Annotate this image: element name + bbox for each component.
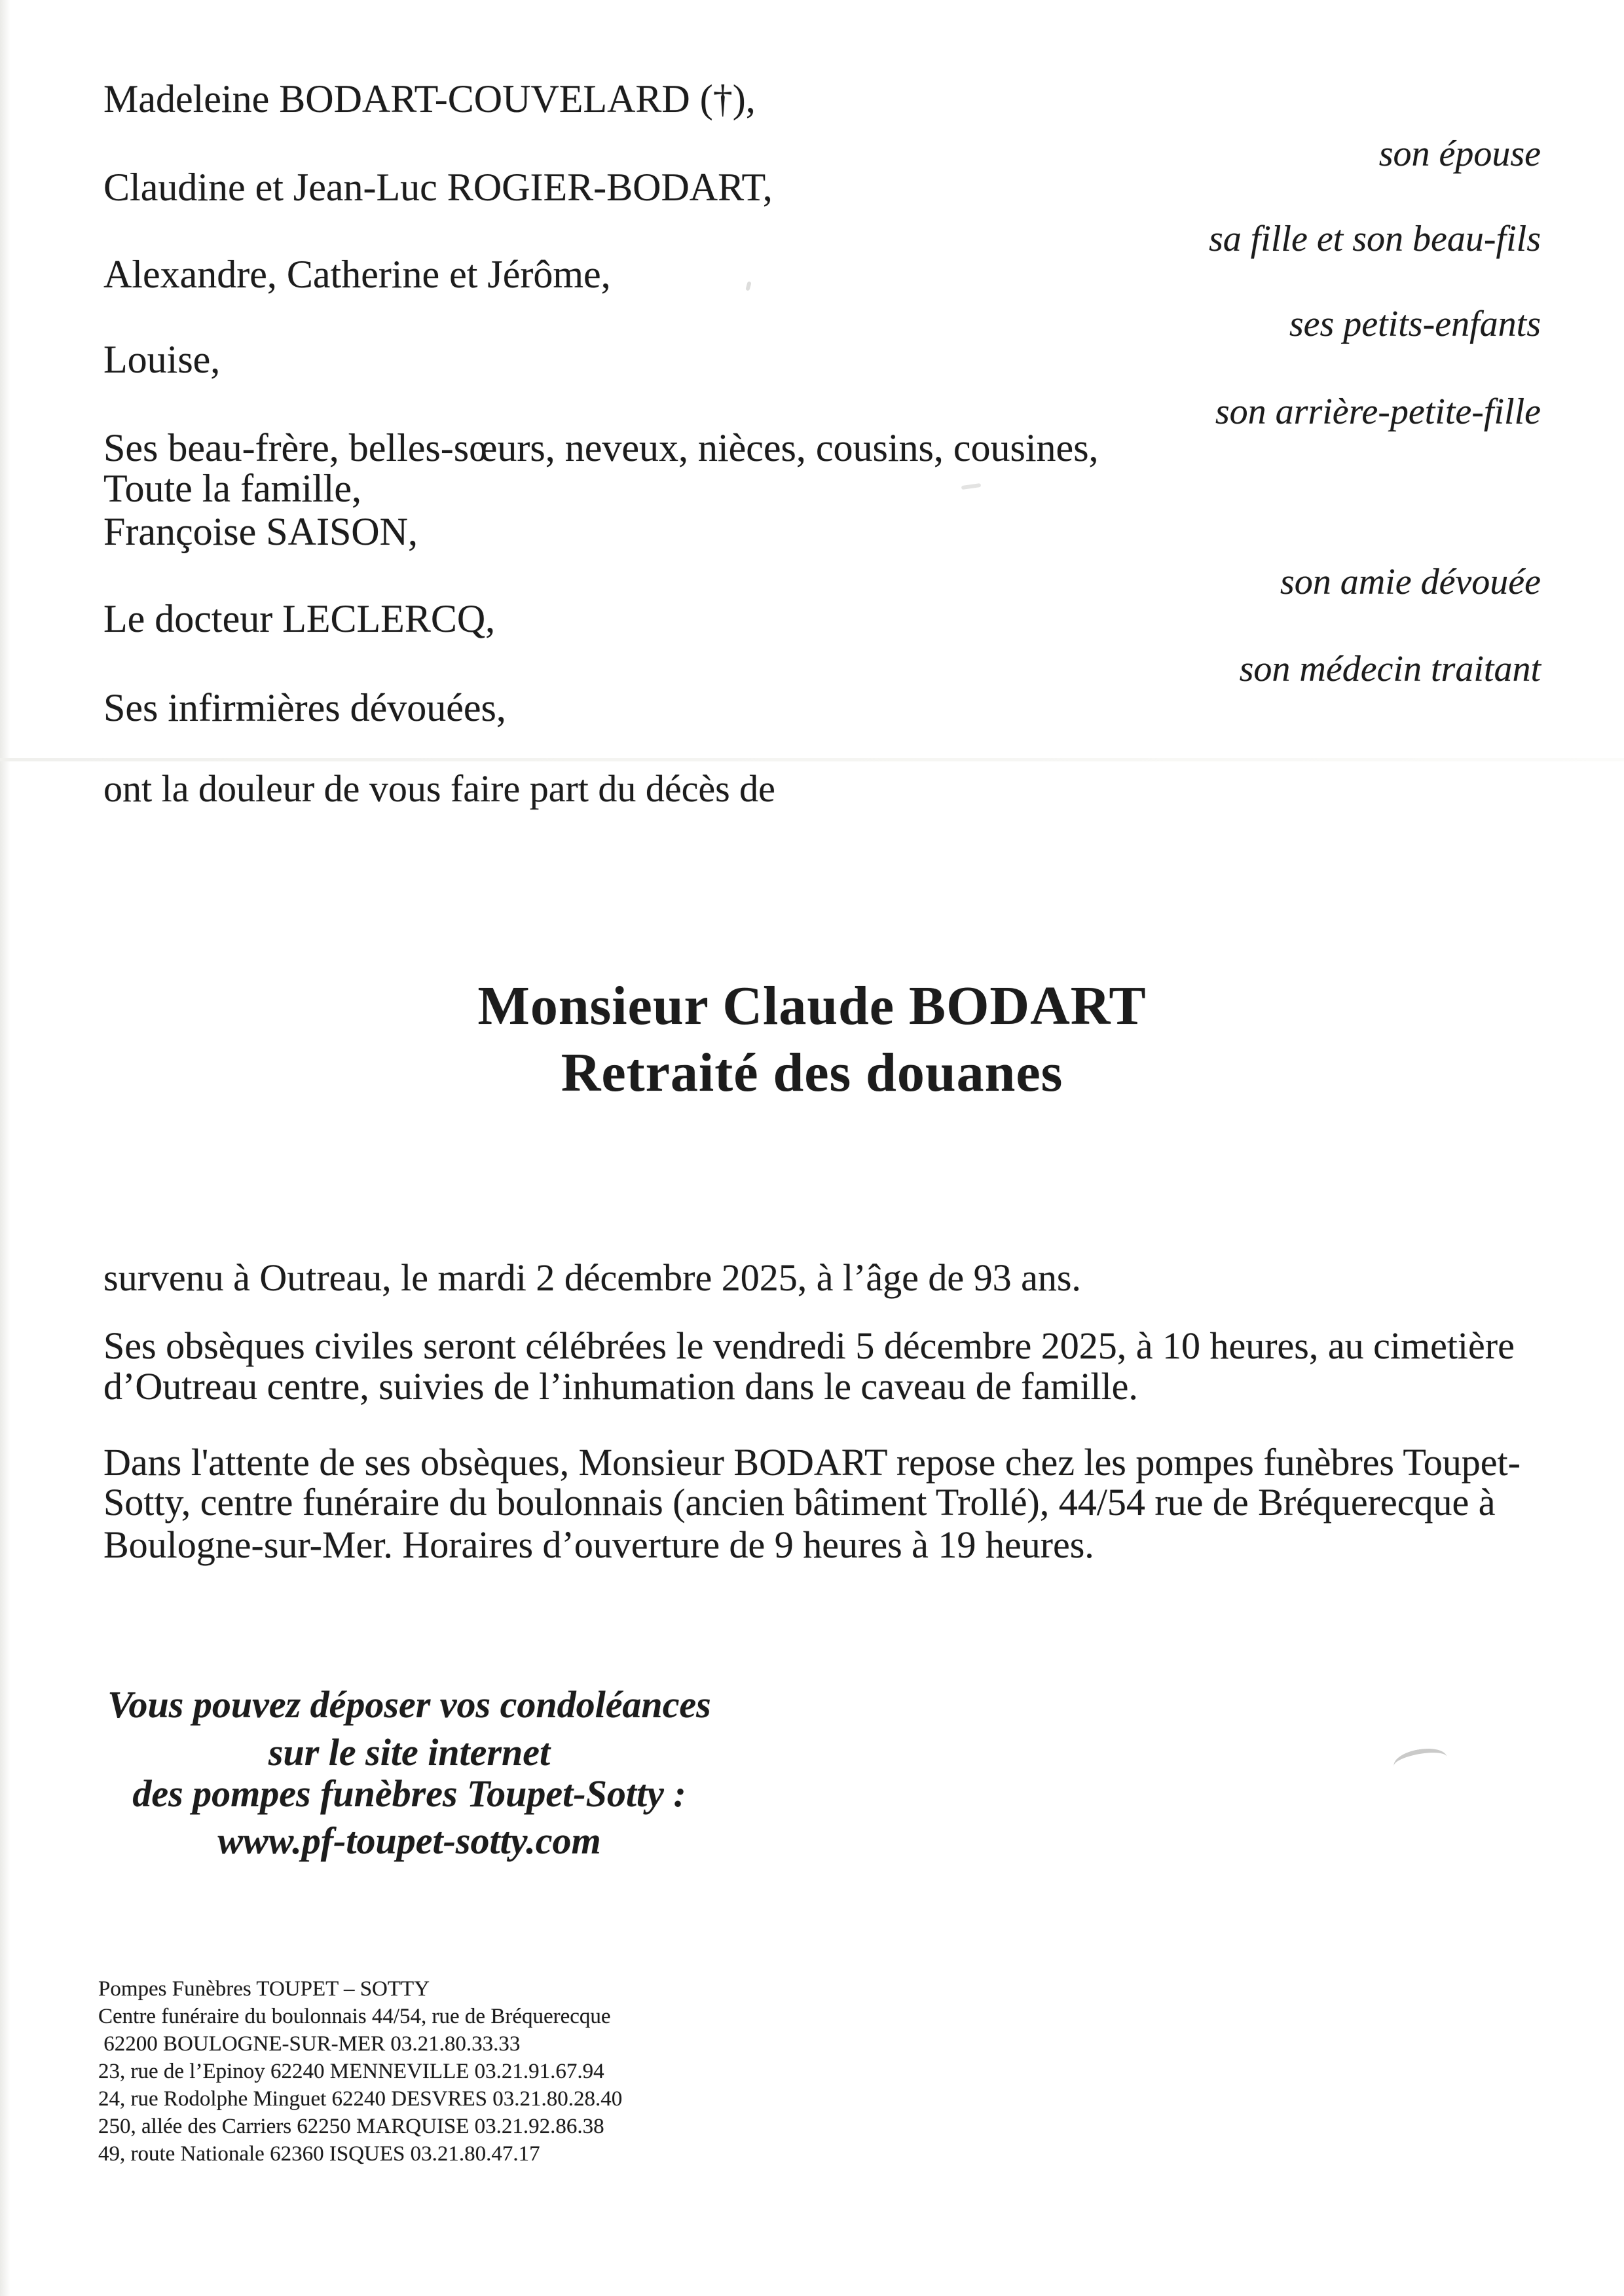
detail-line: d’Outreau centre, suivies de l’inhumation dans le caveau de famille. (103, 1365, 1138, 1408)
footer-line: 250, allée des Carriers 62250 MARQUISE 03.21.92.86.38 (98, 2115, 604, 2138)
family-line: Alexandre, Catherine et Jérôme, (103, 253, 611, 296)
deceased-title: Retraité des douanes (561, 1042, 1063, 1103)
relation-line: son épouse (1378, 134, 1541, 174)
relation-line: son arrière-petite-fille (1215, 392, 1541, 432)
relation-line: son médecin traitant (1239, 649, 1541, 689)
footer-line: 62200 BOULOGNE-SUR-MER 03.21.80.33.33 (98, 2032, 521, 2056)
detail-line: Dans l'attente de ses obsèques, Monsieur BODART repose chez les pompes funèbres Toupet- (103, 1441, 1521, 1484)
detail-line: survenu à Outreau, le mardi 2 décembre 2025, à l’âge de 93 ans. (103, 1256, 1081, 1299)
condolences-line: des pompes funèbres Toupet-Sotty : (132, 1772, 686, 1815)
family-line: Louise, (103, 338, 221, 381)
relation-line: ses petits-enfants (1289, 304, 1541, 344)
condolences-line: Vous pouvez déposer vos condoléances (107, 1683, 711, 1726)
family-line: Toute la famille, (103, 467, 361, 510)
scan-artifact-dot (745, 281, 751, 291)
scan-artifact-streak (0, 758, 1624, 761)
website-url: www.pf-toupet-sotty.com (217, 1819, 601, 1862)
relation-line: son amie dévouée (1280, 562, 1541, 602)
scan-artifact-left-edge (0, 0, 10, 2296)
detail-line: Sotty, centre funéraire du boulonnais (ancien bâtiment Trollé), 44/54 rue de Bréquerecque à (103, 1481, 1496, 1523)
lead-in-line: ont la douleur de vous faire part du décès de (103, 767, 775, 810)
deceased-name: Monsieur Claude BODART (477, 975, 1147, 1036)
footer-line: 23, rue de l’Epinoy 62240 MENNEVILLE 03.21.91.67.94 (98, 2060, 604, 2083)
family-line: Ses beau-frère, belles-sœurs, neveux, nièces, cousins, cousines, (103, 426, 1099, 469)
scan-artifact-smudge (1392, 1745, 1449, 1778)
footer-line: Centre funéraire du boulonnais 44/54, rue de Bréquerecque (98, 2005, 611, 2028)
footer-line: 49, route Nationale 62360 ISQUES 03.21.80.47.17 (98, 2142, 540, 2166)
footer-line: 24, rue Rodolphe Minguet 62240 DESVRES 03.21.80.28.40 (98, 2087, 623, 2111)
condolences-line: sur le site internet (268, 1731, 551, 1774)
family-line: Ses infirmières dévouées, (103, 686, 506, 729)
family-line: Claudine et Jean-Luc ROGIER-BODART, (103, 166, 773, 209)
funeral-home-name: Pompes Funèbres TOUPET – SOTTY (98, 1977, 430, 2001)
detail-line: Ses obsèques civiles seront célébrées le vendredi 5 décembre 2025, à 10 heures, au cimetière (103, 1324, 1515, 1367)
family-line: Le docteur LECLERCQ, (103, 597, 496, 640)
detail-line: Boulogne-sur-Mer. Horaires d’ouverture de 9 heures à 19 heures. (103, 1523, 1094, 1566)
family-line: Madeleine BODART-COUVELARD (†), (103, 77, 756, 120)
family-line: Françoise SAISON, (103, 510, 418, 553)
scan-artifact-dash (961, 483, 982, 490)
relation-line: sa fille et son beau-fils (1208, 219, 1541, 259)
